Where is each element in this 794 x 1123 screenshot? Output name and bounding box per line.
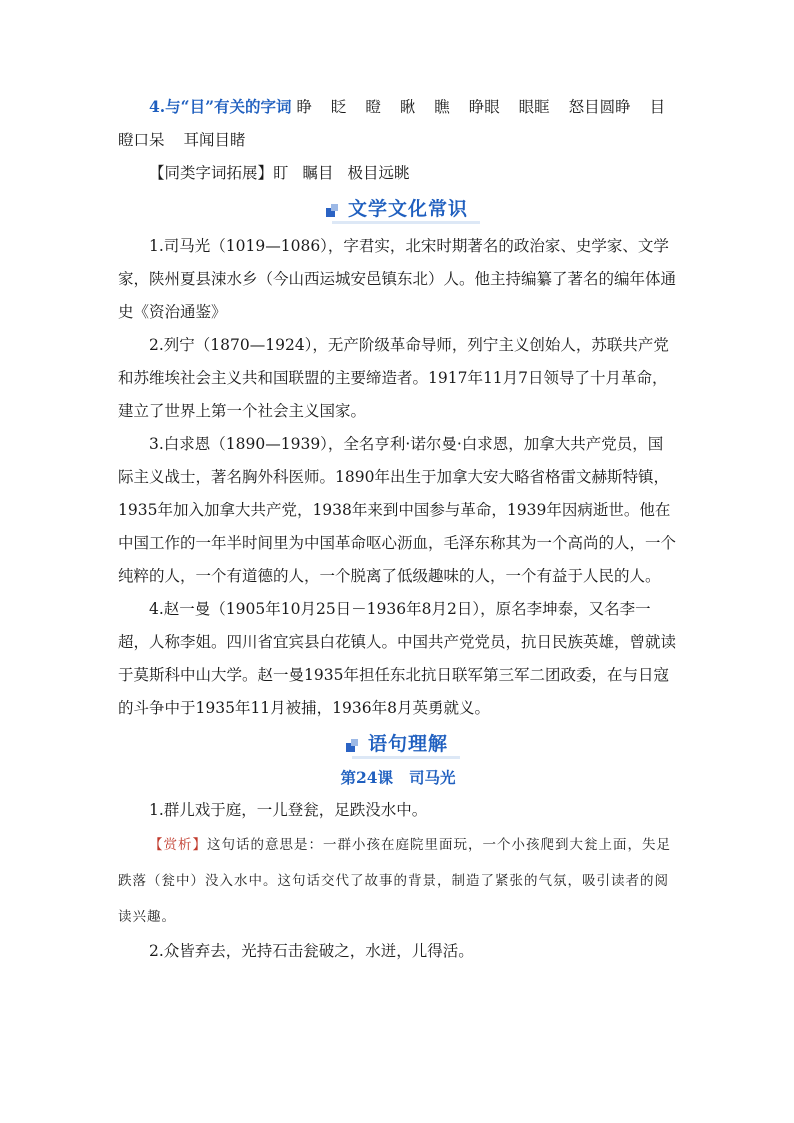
word: 盯 — [273, 164, 289, 182]
word: 怒目圆睁 — [568, 98, 631, 116]
page-content — [118, 90, 678, 968]
section-heading-literature — [118, 190, 678, 226]
analysis-block — [118, 827, 678, 935]
analysis-text: 这句话的意思是：一群小孩在庭院里面玩，一个小孩爬到大瓮上面，失足跌落（瓮中）没入水中。这句话交代了故事的背景，制造了紧张的气氛，吸引读者的阅读兴趣。 — [118, 837, 671, 925]
sentence-item: 1.群儿戏于庭，一儿登瓮，足跌没水中。 — [149, 801, 428, 819]
section-heading-text: 文学文化常识 — [347, 197, 468, 220]
eye-words-prefix: 4.与“目”有关的字词 — [149, 97, 292, 116]
eye-words-paragraph — [118, 90, 678, 157]
extension-label: 【同类字词拓展】 — [149, 164, 274, 182]
extension-paragraph — [118, 157, 678, 190]
word: 极目远眺 — [347, 164, 410, 182]
word: 瞪口呆 — [118, 131, 165, 149]
knowledge-item: 1.司马光（1019—1086），字君实，北宋时期著名的政治家、史学家、文学家，陕州夏县涑水乡（今山西运城安邑镇东北）人。他主持编纂了著名的编年体通史《资治通鉴》 — [118, 237, 677, 321]
word: 目 — [649, 98, 666, 116]
lesson-title — [118, 761, 678, 794]
word: 睁 — [296, 98, 312, 116]
word: 睁眼 — [468, 98, 500, 116]
word: 瞩目 — [302, 164, 334, 182]
word: 眼眶 — [518, 98, 550, 116]
square-bullet-icon — [326, 204, 340, 218]
knowledge-item: 4.赵一曼（1905年10月25日－1936年8月2日），原名李坤泰，又名李一超，人称李姐。四川省宜宾县白花镇人。中国共产党党员，抗日民族英雄，曾就读于莫斯科中山大学。赵一曼1935年担任东北抗日联军第三军二团政委，在与日寇的斗争中于1935年11月被捕，1936年8月英勇就义。 — [118, 600, 677, 717]
word: 瞧 — [434, 98, 450, 116]
word: 耳闻目睹 — [183, 131, 246, 149]
word: 瞪 — [365, 98, 381, 116]
knowledge-item: 3.白求恩（1890—1939），全名亨利·诺尔曼·白求恩，加拿大共产党员，国际主义战士，著名胸外科医师。1890年出生于加拿大安大略省格雷文赫斯特镇，1935年加入加拿大共产党，1938年来到中国参与革命，1939年因病逝世。他在中国工作的一年半时间里为中国革命呕心沥血，毛泽东称其为一个高尚的人，一个纯粹的人，一个有道德的人，一个脱离了低级趣味的人，一个有益于人民的人。 — [118, 435, 677, 585]
lesson-number: 第24课 — [340, 768, 394, 787]
extension-words — [273, 164, 424, 182]
word: 瞅 — [399, 98, 416, 116]
analysis-tag: 【赏析】 — [149, 837, 207, 853]
sentence-item: 2.众皆弃去，光持石击瓮破之，水迸，儿得活。 — [149, 942, 474, 960]
lesson-name: 司马光 — [409, 768, 456, 787]
section-heading-sentences — [118, 725, 678, 761]
word: 眨 — [330, 98, 347, 116]
knowledge-item: 2.列宁（1870—1924），无产阶级革命导师，列宁主义创始人，苏联共产党和苏维埃社会主义共和国联盟的主要缔造者。1917年11月7日领导了十月革命，建立了世界上第一个社会主义国家。 — [118, 336, 669, 420]
square-bullet-icon — [346, 739, 360, 753]
section-heading-text: 语句理解 — [367, 732, 448, 755]
